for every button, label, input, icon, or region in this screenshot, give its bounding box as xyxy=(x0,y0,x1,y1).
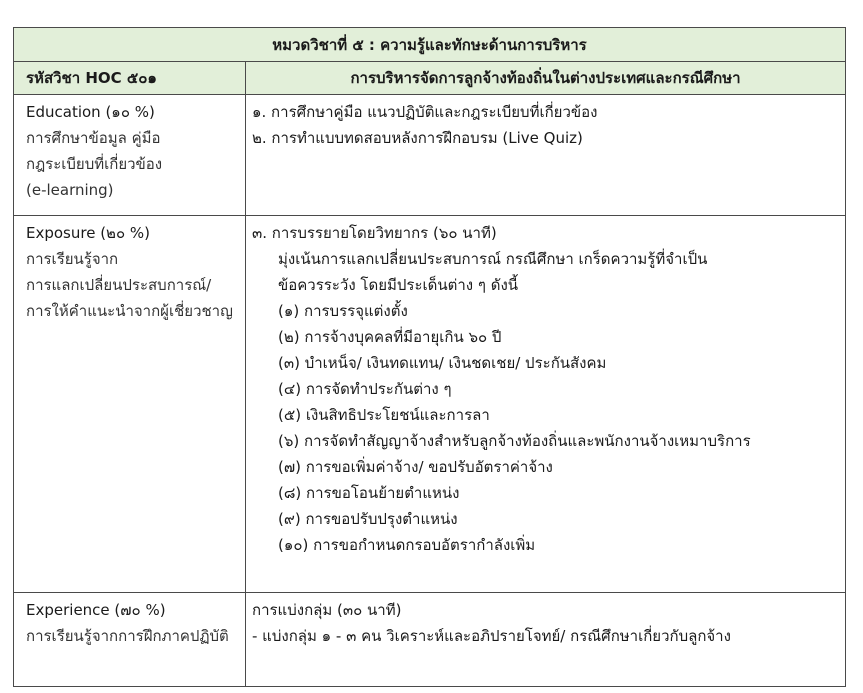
education-desc-line: กฎระเบียบที่เกี่ยวข้อง xyxy=(26,155,163,173)
header-row xyxy=(14,62,846,95)
topic-item: (๔) การจัดทำประกันต่าง ๆ xyxy=(278,380,452,398)
exposure-heading: Exposure (๒๐ %) xyxy=(26,224,150,242)
topic-item: (๓) บำเหน็จ/ เงินทดแทน/ เงินชดเชย/ ประกันสังคม xyxy=(278,354,607,372)
topic-item: (๕) เงินสิทธิประโยชน์และการลา xyxy=(278,406,490,424)
table-title: หมวดวิชาที่ ๕ : ความรู้และทักษะด้านการบริหาร xyxy=(14,28,846,62)
exposure-desc-line: การเรียนรู้จาก xyxy=(26,250,119,268)
experience-item: - แบ่งกลุ่ม ๑ - ๓ คน วิเคราะห์และอภิปรายโจทย์/ กรณีศึกษาเกี่ยวกับลูกจ้าง xyxy=(252,627,731,645)
experience-row xyxy=(14,593,846,687)
topic-item: (๑) การบรรจุแต่งตั้ง xyxy=(278,302,408,320)
experience-label-cell xyxy=(14,593,246,687)
course-topic-header: การบริหารจัดการลูกจ้างท้องถิ่นในต่างประเทศและกรณีศึกษา xyxy=(246,62,846,95)
exposure-desc-line: การแลกเปลี่ยนประสบการณ์/ xyxy=(26,276,212,294)
education-desc-line: (e-learning) xyxy=(26,181,114,199)
education-desc-line: การศึกษาข้อมูล คู่มือ xyxy=(26,129,161,147)
topic-item: (๗) การขอเพิ่มค่าจ้าง/ ขอปรับอัตราค่าจ้าง xyxy=(278,458,553,476)
lecture-desc-line: ข้อควรระวัง โดยมีประเด็นต่าง ๆ ดังนี้ xyxy=(278,276,519,294)
course-code-header: รหัสวิชา HOC ๕๐๑ xyxy=(14,62,246,95)
experience-content-cell xyxy=(246,593,846,687)
education-row xyxy=(14,95,846,216)
experience-desc-line: การเรียนรู้จากการฝึกภาคปฏิบัติ xyxy=(26,627,229,645)
exposure-row xyxy=(14,216,846,593)
education-label-cell xyxy=(14,95,246,216)
education-item: ๒. การทำแบบทดสอบหลังการฝึกอบรม (Live Quiz) xyxy=(252,129,583,147)
topic-item: (๑๐) การขอกำหนดกรอบอัตรากำลังเพิ่ม xyxy=(278,536,536,554)
education-heading: Education (๑๐ %) xyxy=(26,103,155,121)
topic-item: (๙) การขอปรับปรุงตำแหน่ง xyxy=(278,510,458,528)
title-row xyxy=(14,28,846,62)
topic-item: (๖) การจัดทำสัญญาจ้างสำหรับลูกจ้างท้องถิ่นและพนักงานจ้างเหมาบริการ xyxy=(278,432,751,450)
lecture-desc-line: มุ่งเน้นการแลกเปลี่ยนประสบการณ์ กรณีศึกษา เกร็ดความรู้ที่จำเป็น xyxy=(278,250,708,268)
topic-item: (๘) การขอโอนย้ายตำแหน่ง xyxy=(278,484,460,502)
exposure-label-cell xyxy=(14,216,246,593)
course-table xyxy=(13,27,846,687)
lecture-title: ๓. การบรรยายโดยวิทยากร (๖๐ นาที) xyxy=(252,224,497,242)
exposure-desc-line: การให้คำแนะนำจากผู้เชี่ยวชาญ xyxy=(26,302,233,320)
education-item: ๑. การศึกษาคู่มือ แนวปฏิบัติและกฎระเบียบที่เกี่ยวข้อง xyxy=(252,103,598,121)
exposure-content-cell xyxy=(246,216,846,593)
experience-heading: Experience (๗๐ %) xyxy=(26,601,166,619)
education-content-cell xyxy=(246,95,846,216)
experience-item: การแบ่งกลุ่ม (๓๐ นาที) xyxy=(252,601,402,619)
topic-item: (๒) การจ้างบุคคลที่มีอายุเกิน ๖๐ ปี xyxy=(278,328,502,346)
